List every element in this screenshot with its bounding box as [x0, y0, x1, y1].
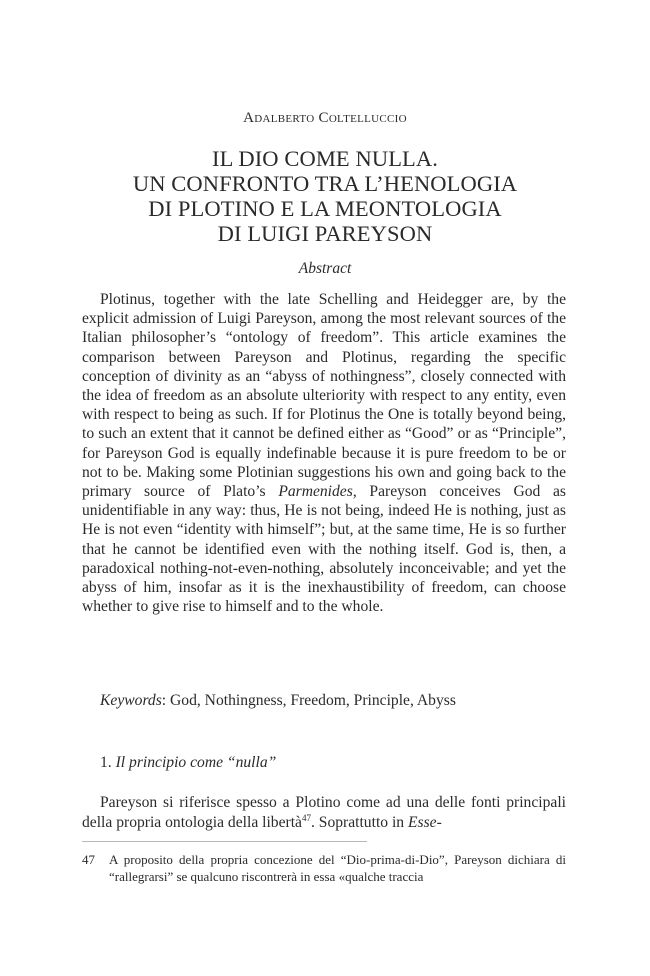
title-line: IL DIO COME NULLA. — [212, 146, 438, 171]
section-heading — [100, 754, 276, 772]
article-title — [0, 146, 650, 246]
abstract-text-end: , Pareyson conceives God as unidentifiable in any way: thus, He is not being, indeed He is nothing, just as He is not even “identity with himself”; but, at the same time, He is so further that he cannot be identified even with the nothing itself. God is, then, a paradoxical nothing-not-even-nothing, absolutely inconceivable; and yet the abyss of him, insofar as it is the inexhaustibility of freedom, can choose whether to give rise to himself and to the whole. — [82, 483, 566, 616]
footnote-text: A proposito della propria concezione del “Dio-prima-di-Dio”, Pareyson dichiara di “rallegrarsi” se qualcuno riscontrerà in essa «qualche traccia — [109, 852, 566, 884]
body-italic-tail: Esse- — [408, 814, 442, 831]
author-name: Adalberto Coltelluccio — [243, 110, 407, 126]
footnote — [82, 851, 566, 885]
footnote-number: 47 — [82, 852, 95, 867]
abstract-paragraph — [82, 290, 566, 616]
body-text: Pareyson si riferisce spesso a Plotino come ad una delle fonti principali della propria ontologia della libertà — [82, 794, 566, 831]
title-line: DI LUIGI PAREYSON — [217, 221, 433, 246]
keywords-list: : God, Nothingness, Freedom, Principle, Abyss — [161, 692, 456, 709]
body-text-after: . Soprattutto in — [310, 814, 408, 831]
footnote-divider — [82, 841, 367, 842]
abstract-heading: Abstract — [298, 260, 352, 277]
keywords — [100, 691, 566, 710]
body-paragraph — [82, 793, 566, 833]
footnote-reference[interactable]: 47 — [301, 812, 311, 823]
section-number: 1. — [100, 754, 112, 771]
section-title: Il principio come “nulla” — [115, 754, 277, 771]
abstract-text: Plotinus, together with the late Schelling and Heidegger are, by the explicit admission of Luigi Pareyson, among the most relevant sources of the Italian philosopher’s “ontology of freedom”. This article examines the comparison between Pareyson and Plotinus, regarding the specific conception of divinity as an “abyss of nothingness”, closely connected with the idea of freedom as an absolute ulteriority with respect to any entity, even with respect to being as such. If for Plotinus the One is totally beyond being, to such an extent that it cannot be defined either as “Good” or as “Principle”, for Pareyson God is equally indefinable because it is pure freedom to be or not to be. Making some Plotinian suggestions his own and going back to the primary source of Plato’s — [82, 291, 566, 501]
keywords-label: Keywords — [100, 692, 162, 709]
abstract-italic-title: Parmenides — [278, 483, 353, 501]
title-line: UN CONFRONTO TRA L’HENOLOGIA — [132, 171, 518, 196]
title-line: DI PLOTINO E LA MEONTOLOGIA — [148, 196, 502, 221]
